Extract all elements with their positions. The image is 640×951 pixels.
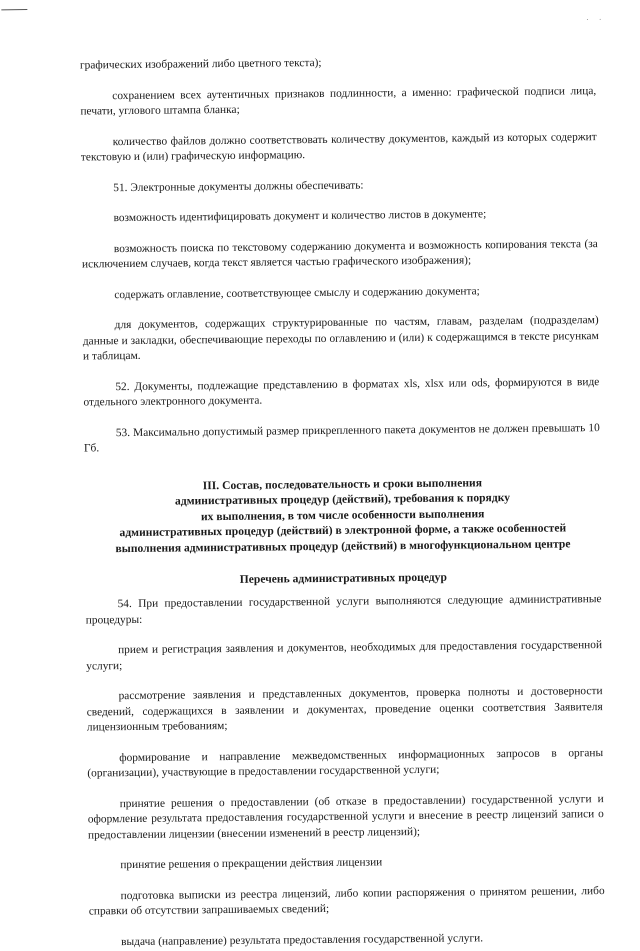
paragraph: возможность поиска по текстовому содержанию документа и возможность копирования текста (за исключением случаев, когда текст является частью графического изображения);: [81, 237, 598, 271]
heading-line: III. Состав, последовательность и сроки выполнения: [202, 475, 483, 492]
section-heading: [84, 474, 601, 557]
paragraph: графических изображений либо цветного текста);: [79, 56, 322, 72]
subheading: Перечень административных процедур: [239, 570, 447, 586]
paragraph: рассмотрение заявления и представленных документов, проверка полноты и достоверности сведений, содержащихся в заявлении и документах, проведение оценки соответствия Заявителя лицензионным требованиям;: [86, 685, 603, 734]
paragraph: принятие решения о прекращении действия лицензии: [120, 856, 383, 872]
paragraph: 53. Максимально допустимый размер прикрепленного пакета документов не должен превышать 10 Гб.: [83, 421, 600, 455]
paragraph: для документов, содержащих структурированные по частям, главам, разделам (подразделам) данные и закладки, обеспечивающие переходы по оглавлению и (или) к содержащимся в тексте рисункам и таблицам.: [82, 314, 599, 363]
paragraph: 54. При предоставлении государственной услуги выполняются следующие административные процедуры:: [85, 593, 602, 626]
paragraph: принятие решения о предоставлении (об отказе в предоставлении) государственной услуги и оформление результата предоставления государственной услуги и внесение в реестр лицензий записи о предоставлении лицензии (внесении изменений в реестр лицензий);: [87, 792, 604, 841]
paragraph: возможность идентифицировать документ и количество листов в документе;: [113, 208, 487, 225]
heading-line: административных процедур (действий) в электронной форме, а также особенностей: [119, 521, 567, 540]
paragraph: сохранением всех аутентичных признаков подлинности, а именно: графической подписи лица, печати, углового штампа бланка;: [80, 84, 597, 118]
paragraph: количество файлов должно соответствовать количеству документов, каждый из которых содержит текстовую и (или) графическую информацию.: [80, 130, 597, 164]
paragraph: прием и регистрация заявления и документов, необходимых для предоставления государственной услуги;: [86, 639, 603, 672]
paragraph: выдача (направление) результата предоставления государственной услуги.: [121, 931, 484, 948]
paragraph: подготовка выписки из реестра лицензий, либо копии распоряжения о принятом решении, либо справки об отсутствии запрашиваемых сведений;: [88, 884, 605, 918]
scan-specks: · ·: [586, 14, 606, 25]
paragraph: 51. Электронные документы должны обеспечивать:: [113, 179, 364, 194]
paragraph: содержать оглавление, соответствующее смыслу и содержанию документа;: [114, 284, 480, 301]
heading-line: их выполнения, в том числе особенности выполнения: [200, 506, 485, 523]
heading-line: административных процедур (действий), требования к порядку: [174, 491, 511, 508]
paragraph: формирование и направление межведомственных информационных запросов в органы (организации), участвующие в предоставлении государственной услуги;: [87, 746, 604, 780]
heading-line: выполнения административных процедур (действий) в многофункциональном центре: [115, 536, 571, 555]
paragraph: 52. Документы, подлежащие представлению в форматах xls, xlsx или ods, формируются в виде отдельного электронного документа.: [83, 375, 600, 409]
scan-corner-mark: [1, 9, 27, 10]
